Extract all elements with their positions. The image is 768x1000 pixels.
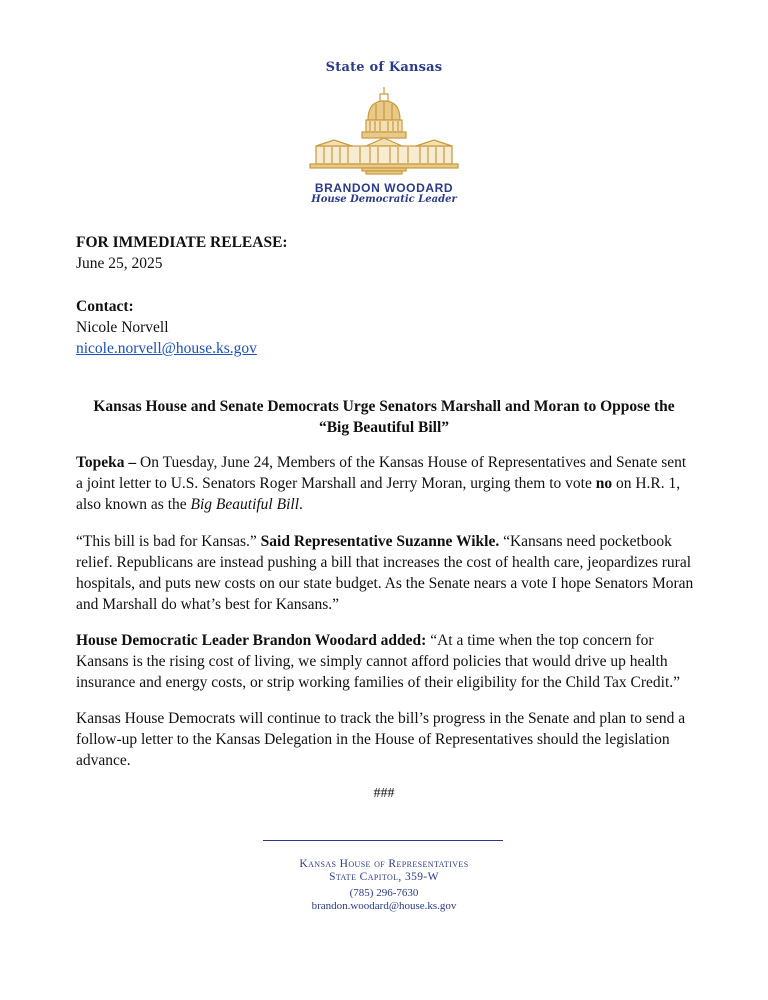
p1-bill-name: Big Beautiful Bill <box>190 496 300 513</box>
paragraph-4 <box>76 708 696 771</box>
footer-office: State Capitol, 359-W <box>329 871 439 883</box>
letterhead-state: State of Kansas <box>325 60 443 75</box>
p2-quote-open: “This bill is bad for Kansas.” <box>76 533 261 550</box>
footer-org: Kansas House of Representatives <box>299 858 469 870</box>
p2-speaker: Said Representative Suzanne Wikle. <box>260 533 500 550</box>
footer-phone: (785) 296-7630 <box>349 887 419 899</box>
letterhead-name: BRANDON WOODARD <box>314 181 454 195</box>
headline-line-2: “Big Beautiful Bill” <box>318 419 450 436</box>
headline-line-1: Kansas House and Senate Democrats Urge Senators Marshall and Moran to Oppose the <box>93 398 675 415</box>
release-label: FOR IMMEDIATE RELEASE: <box>76 234 288 251</box>
headline <box>76 396 692 438</box>
contact-label: Contact: <box>76 298 134 315</box>
capitol-building-icon <box>304 84 464 176</box>
p2-quote-rest: “Kansans need pocketbook relief. Republicans are instead pushing a bill that increases the cost of health care, jeopardizes rural hospitals, and puts new costs on our state budget. As the Senate nears a vote I hope Senators Moran and Marshall do what’s best for Kansans.” <box>76 533 694 613</box>
dateline: Topeka – <box>76 454 137 471</box>
footer-email: brandon.woodard@house.ks.gov <box>311 900 457 912</box>
paragraph-1 <box>76 452 696 515</box>
release-block <box>76 232 696 274</box>
paragraph-2 <box>76 531 696 615</box>
p1-text-a: On Tuesday, June 24, Members of the Kansas House of Representatives and Senate sent a joint letter to U.S. Senators Roger Marshall and Jerry Moran, urging them to vote <box>76 454 687 492</box>
p3-speaker: House Democratic Leader Brandon Woodard added: <box>76 632 427 649</box>
contact-name: Nicole Norvell <box>76 319 169 336</box>
footer-contact <box>0 887 768 913</box>
letterhead-title: House Democratic Leader <box>311 194 457 205</box>
paragraph-3 <box>76 630 696 693</box>
p3-quote: “At a time when the top concern for Kansans is the rising cost of living, we simply cannot afford policies that would drive up health insurance and energy costs, or strip working families of their eligibility for the Child Tax Credit.” <box>76 632 681 691</box>
footer-address <box>0 858 768 884</box>
release-date: June 25, 2025 <box>76 255 163 272</box>
footer-divider <box>263 840 503 841</box>
contact-block <box>76 296 696 359</box>
end-mark: ### <box>373 786 395 801</box>
p1-text-c: . <box>299 496 303 513</box>
contact-email-link[interactable]: nicole.norvell@house.ks.gov <box>76 340 257 357</box>
p1-text-b: on H.R. 1, also known as the <box>76 475 681 513</box>
p4-text: Kansas House Democrats will continue to track the bill’s progress in the Senate and plan to send a follow-up letter to the Kansas Delegation in the House of Representatives should the legislation advance. <box>76 710 686 769</box>
p1-bold-no: no <box>595 475 613 492</box>
